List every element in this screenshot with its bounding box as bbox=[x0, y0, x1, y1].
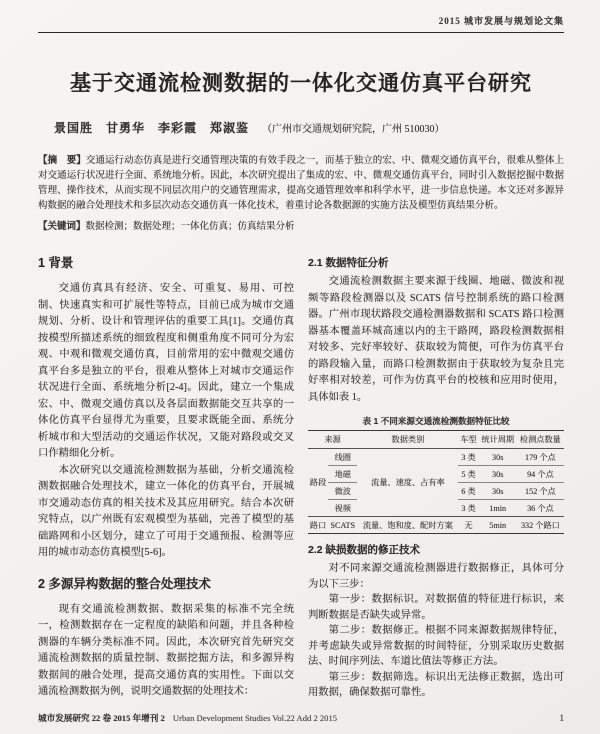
keywords-label: 【关键词】 bbox=[38, 222, 86, 232]
cell-vehicle: 3 类 bbox=[458, 500, 478, 517]
cell-count: 36 个点 bbox=[517, 500, 564, 517]
col-header-interval: 统计周期 bbox=[479, 431, 517, 449]
page-number: 1 bbox=[559, 713, 564, 723]
cell-group-junction: 路口 bbox=[309, 520, 327, 530]
cell-count: 332 个路口 bbox=[520, 520, 560, 530]
section-2-1-heading: 2.1 数据特征分析 bbox=[308, 257, 389, 269]
section-2-2-intro: 对不同来源交通流检测器进行数据修正，具体可分为以下三步： bbox=[308, 563, 564, 590]
section-2-heading: 2 多源异构数据的整合处理技术 bbox=[38, 576, 211, 591]
cell-group-road: 路段 bbox=[308, 449, 328, 517]
section-2-2-heading: 2.2 缺损数据的修正技术 bbox=[308, 544, 421, 556]
section-2-2-step-2: 第二步：数据修正。根据不同来源数据规律特征，并考虑缺失或异常数据的时间特征，分别采取历史数据法、时间序列法、车道比值法等修正方法。 bbox=[308, 625, 564, 667]
cell-vehicle: 3 类 bbox=[458, 449, 478, 466]
col-header-count: 检测点数量 bbox=[517, 431, 564, 449]
cell-vehicle: 6 类 bbox=[458, 483, 478, 500]
cell-count: 179 个点 bbox=[517, 449, 564, 466]
cell-vehicle: 无 bbox=[464, 520, 473, 530]
section-2-2-step-1: 第一步：数据标识。对数据值的特征进行标识，来判断数据是否缺失或异常。 bbox=[308, 594, 564, 621]
header-rule bbox=[38, 32, 564, 33]
section-1-heading: 1 背景 bbox=[38, 256, 74, 270]
col-header-source: 来源 bbox=[308, 431, 357, 449]
cell-vehicle: 5 类 bbox=[458, 466, 478, 483]
cell-count: 152 个点 bbox=[517, 483, 564, 500]
cell-detector: 地磁 bbox=[328, 466, 357, 483]
left-column bbox=[38, 251, 294, 701]
cell-detector: 线圈 bbox=[328, 449, 357, 466]
two-column-body bbox=[38, 251, 564, 701]
col-header-vehicle: 车型 bbox=[458, 431, 478, 449]
author-names: 景国胜 甘勇华 李彩霞 郑淑鉴 bbox=[54, 121, 250, 135]
cell-detector: 视频 bbox=[328, 500, 357, 517]
cell-detector: SCATS bbox=[330, 520, 356, 530]
table-1-caption: 表 1 不同来源交通流检测数据特征比较 bbox=[362, 416, 510, 426]
footer-journal-zh: 城市发展研究 22 卷 2015 年增刊 2 bbox=[38, 713, 165, 723]
section-2-1-paragraph: 交通流检测数据主要来源于线圈、地磁、微波和视频等路段检测器以及 SCATS 信号控制系统的路口检测器。广州市现状路段交通检测器数据和 SCATS 路口检测器基本覆盖环城高速以内的主干路网，路段检测数据相对较多、完好率较好、获取较为简便，可作为仿真平台的路段输入量，而路口检测数据由于获取较为复杂且完好率相对较差，可作为仿真平台的校核和应用时使用，具体如表 1。 bbox=[308, 276, 564, 403]
abstract-label: 【摘 要】 bbox=[38, 156, 86, 166]
footer-journal-en: Urban Development Studies Vol.22 Add 2 2015 bbox=[172, 713, 338, 723]
running-head: 2015 城市发展与规划论文集 bbox=[438, 16, 564, 26]
cell-count: 94 个点 bbox=[517, 466, 564, 483]
abstract-text: 交通运行动态仿真是进行交通管理决策的有效手段之一，而基于独立的宏、中、微观交通仿真平台，很难从整体上对交通运行状况进行全面、系统地分析。因此，本次研究提出了集成的宏、中、微观交通仿真平台，同时引入数据挖掘中数据管理、操作技术，从而实现不同层次用户的交通管理需求，提高交通管理效率和科学水平，进一步信息快递。本文还对多源异构数据的融合处理技术和多层次动态交通仿真一体化技术，着重讨论各数据源的实施方法及模型仿真结果分析。 bbox=[38, 156, 564, 211]
right-column bbox=[308, 251, 564, 701]
cell-interval: 5min bbox=[489, 520, 507, 530]
keywords bbox=[38, 220, 564, 235]
cell-category-junction: 流量、饱和度、配时方案 bbox=[362, 520, 453, 530]
table-row bbox=[308, 517, 564, 534]
page-footer bbox=[38, 712, 564, 724]
affiliation: （广州市交通规划研究院，广州 510030） bbox=[262, 124, 445, 135]
section-1-paragraph-1: 交通仿真具有经济、安全、可重复、易用、可控制、快速真实和可扩展性等特点，目前已成为城市交通规划、分析、设计和管理评估的重要工具[1]。交通仿真按模型所描述系统的细致程度和侧重角度不同可分为宏观、中观和微观交通仿真，目前常用的宏中微观交通仿真平台多是独立的平台，很难从整体上对城市交通运作状况进行全面、系统地分析[2-4]。因此，建立一个集成宏、中、微观交通仿真以及各层面数据能交互共享的一体化仿真平台显得尤为重要，且要求既能全面、系统分析城市和大型活动的交通运作状况，又能对路段或交叉口作精细化分析。 bbox=[38, 283, 294, 459]
section-2-2-step-3: 第三步：数据筛选。标识出无法修正数据，选出可用数据，确保数据可靠性。 bbox=[308, 671, 564, 698]
table-header-row bbox=[308, 431, 564, 449]
cell-interval: 30s bbox=[479, 449, 517, 466]
footer-journal-info bbox=[38, 712, 337, 724]
cell-detector: 微波 bbox=[328, 483, 357, 500]
section-2-paragraph-1: 现有交通流检测数据、数据采集的标准不完全统一，检测数据存在一定程度的缺陷和问题，并且各种检测器的车辆分类标准不同。因此，本次研究首先研究交通流检测数据的质量控制、数据挖掘方法，和多源异构数据间的融合处理，提高交通仿真的实用性。下面以交通流检测数据为例，说明交通数据的处理技术： bbox=[38, 603, 294, 697]
page-title: 基于交通流检测数据的一体化交通仿真平台研究 bbox=[70, 71, 532, 95]
keywords-text: 数据检测；数据处理；一体化仿真；仿真结果分析 bbox=[85, 222, 295, 232]
cell-category-road: 流量、速度、占有率 bbox=[357, 449, 458, 517]
table-1 bbox=[308, 430, 564, 534]
cell-interval: 30s bbox=[479, 466, 517, 483]
table-row bbox=[308, 449, 564, 466]
authors-line bbox=[54, 119, 564, 136]
cell-interval: 30s bbox=[479, 483, 517, 500]
col-header-category: 数据类别 bbox=[357, 431, 458, 449]
cell-interval: 1min bbox=[479, 500, 517, 517]
section-1-paragraph-2: 本次研究以交通流检测数据为基础，分析交通流检测数据融合处理技术，建立一体化的仿真平台，开展城市交通动态仿真的相关技术及其应用研究。结合本次研究特点，以广州既有宏观模型为基础，完善了模型的基础路网和小区划分，建立了可用于交通预报、检测等应用的城市动态仿真模型[5-6]。 bbox=[38, 464, 294, 558]
abstract bbox=[38, 154, 564, 214]
